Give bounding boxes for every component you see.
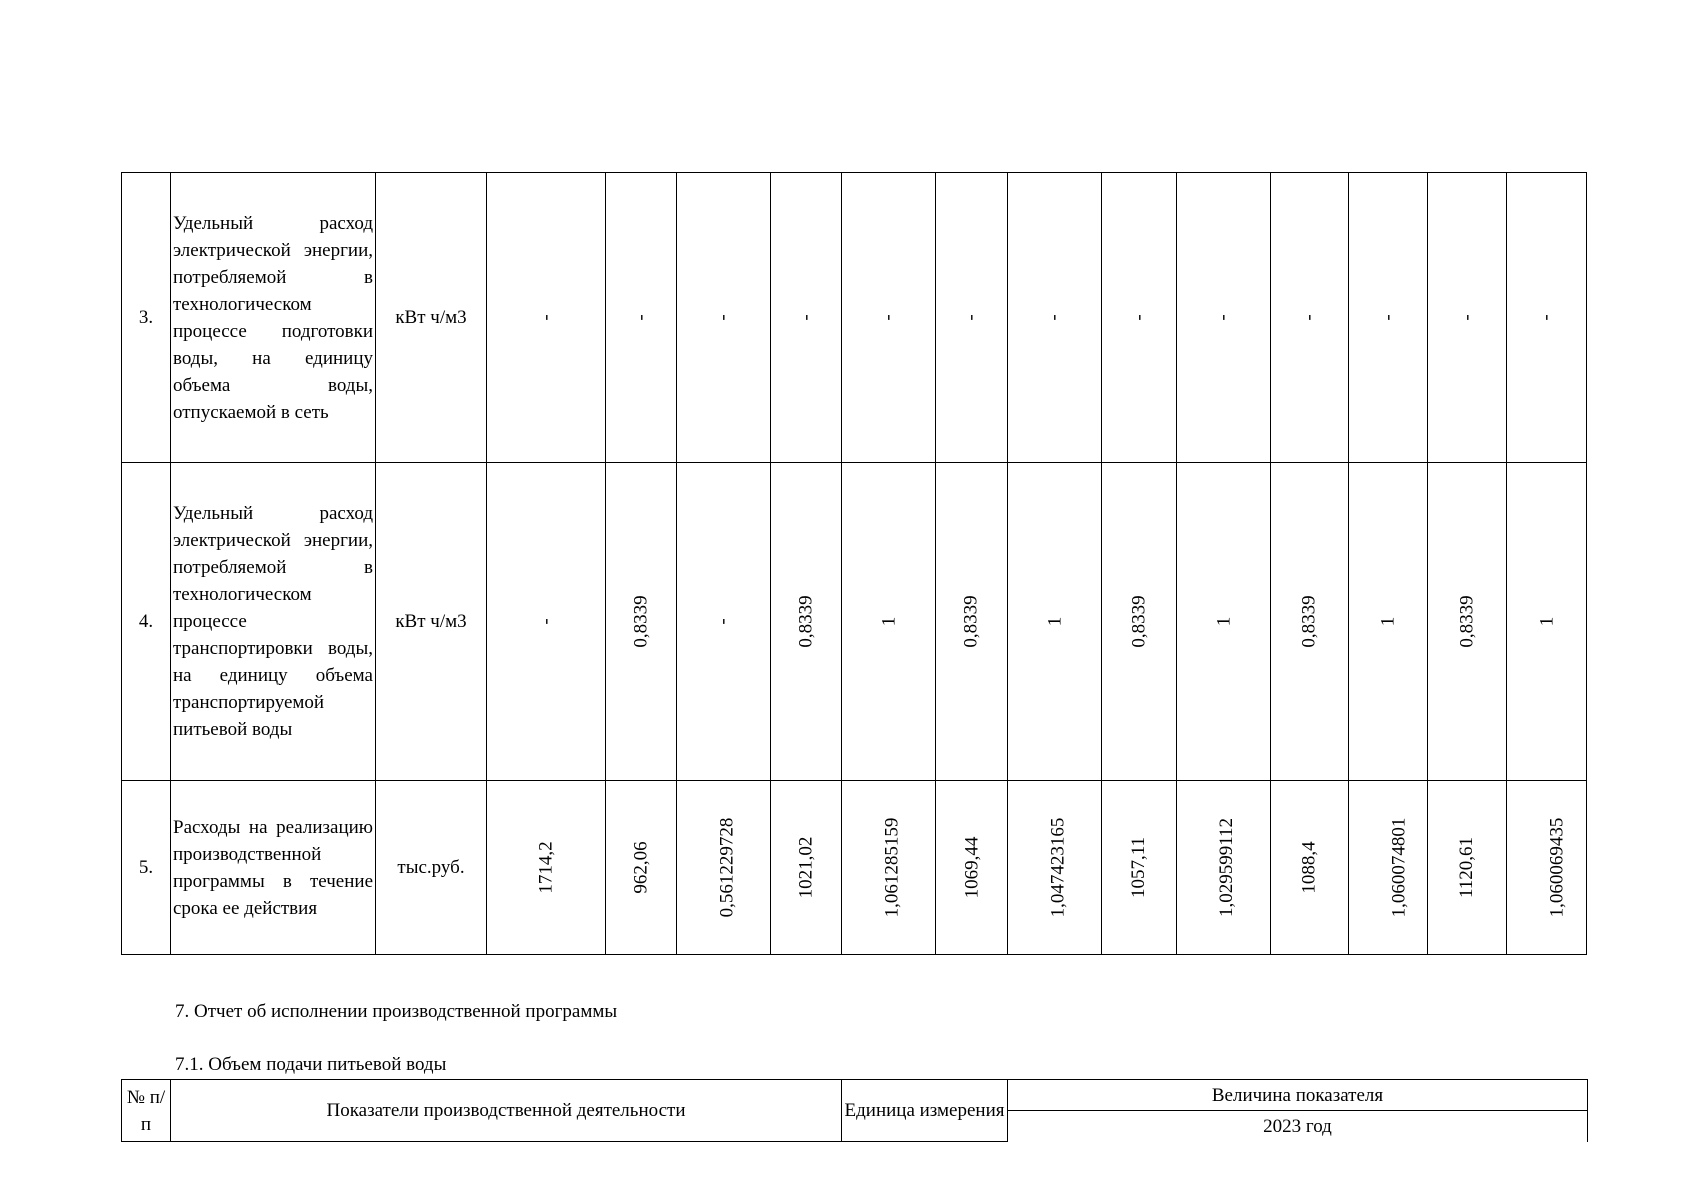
value-text: 1 <box>1044 616 1065 627</box>
row-number: 4. <box>122 463 171 781</box>
value-text: 1021,02 <box>795 836 817 899</box>
value-cell <box>1271 173 1349 463</box>
value-text: 1714,2 <box>535 841 557 894</box>
value-cell <box>936 463 1008 781</box>
value-cell <box>842 463 936 781</box>
value-text: - <box>960 314 982 321</box>
value-cell <box>487 463 606 781</box>
value-text: 1 <box>1536 616 1557 627</box>
value-cell <box>1349 781 1428 955</box>
value-cell <box>487 781 606 955</box>
value-cell <box>1507 173 1587 463</box>
value-text: - <box>535 314 557 321</box>
value-cell <box>842 173 936 463</box>
value-text: 0,8339 <box>795 595 817 648</box>
value-cell <box>1177 173 1271 463</box>
value-cell <box>842 781 936 955</box>
value-cell <box>1102 173 1177 463</box>
value-cell <box>1102 781 1177 955</box>
value-text: - <box>1043 314 1065 321</box>
header-value: Величина показателя <box>1008 1080 1588 1111</box>
value-cell <box>677 173 771 463</box>
value-text: - <box>630 314 652 321</box>
value-text: - <box>877 314 899 321</box>
row-number: 3. <box>122 173 171 463</box>
value-text: 1 <box>1213 616 1234 627</box>
value-cell <box>1271 463 1349 781</box>
value-cell <box>1349 463 1428 781</box>
indicators-table <box>121 172 1587 955</box>
value-cell <box>1008 781 1102 955</box>
value-text: - <box>795 314 817 321</box>
header-num: № п/п <box>122 1080 171 1142</box>
value-text: - <box>1298 314 1320 321</box>
value-cell <box>606 463 677 781</box>
value-cell <box>771 781 842 955</box>
value-cell <box>1177 463 1271 781</box>
value-text: 0,8339 <box>1299 595 1320 648</box>
value-text: 1088,4 <box>1299 841 1320 894</box>
value-text: - <box>1377 314 1399 321</box>
value-cell <box>771 173 842 463</box>
value-text: 1069,44 <box>961 836 982 899</box>
value-text: 1,029599112 <box>1216 817 1238 918</box>
value-text: - <box>1535 314 1557 321</box>
value-text: 1,060074801 <box>1388 817 1410 918</box>
value-cell <box>1507 463 1587 781</box>
row-unit: кВт ч/м3 <box>376 463 487 781</box>
value-text: 0,8339 <box>630 595 652 648</box>
value-cell <box>606 781 677 955</box>
value-cell <box>1008 463 1102 781</box>
value-cell <box>1428 463 1507 781</box>
value-text: - <box>1128 314 1150 321</box>
row-description: Удельный расход электрической энергии, потребляемой в технологическом процессе подготовки воды, на единицу объема воды, отпускаемой в сеть <box>171 173 376 463</box>
value-text: 1 <box>878 616 899 627</box>
value-text: 1,047423165 <box>1047 817 1069 918</box>
value-cell <box>1102 463 1177 781</box>
table-row <box>122 173 1587 463</box>
value-cell <box>1177 781 1271 955</box>
row-unit: тыс.руб. <box>376 781 487 955</box>
section-heading: 7. Отчет об исполнении производственной программы <box>175 1001 618 1022</box>
value-text: 1 <box>1377 616 1399 627</box>
value-text: 1,061285159 <box>881 817 903 918</box>
value-cell <box>606 173 677 463</box>
value-text: - <box>1212 314 1234 321</box>
value-cell <box>1271 781 1349 955</box>
row-number: 5. <box>122 781 171 955</box>
value-text: 1,060069435 <box>1546 817 1568 918</box>
table-row <box>122 781 1587 955</box>
header-indicator: Показатели производственной деятельности <box>171 1080 842 1142</box>
value-text: 0,8339 <box>1456 595 1478 648</box>
value-cell <box>1349 173 1428 463</box>
value-text: 0,8339 <box>961 595 982 648</box>
table-row <box>122 463 1587 781</box>
row-description: Расходы на реализацию производственной программы в течение срока ее действия <box>171 781 376 955</box>
value-cell <box>936 173 1008 463</box>
value-cell <box>1428 173 1507 463</box>
value-text: 0,561229728 <box>716 817 738 918</box>
value-cell <box>1008 173 1102 463</box>
row-unit: кВт ч/м3 <box>376 173 487 463</box>
value-cell <box>677 463 771 781</box>
subsection-heading: 7.1. Объем подачи питьевой воды <box>175 1054 447 1075</box>
value-text: 1057,11 <box>1128 836 1150 899</box>
value-cell <box>936 781 1008 955</box>
value-text: - <box>535 618 557 625</box>
water-supply-table <box>121 1079 1588 1142</box>
value-cell <box>771 463 842 781</box>
value-cell <box>677 781 771 955</box>
value-text: 962,06 <box>630 841 652 894</box>
value-text: - <box>712 618 734 625</box>
value-text: 1120,61 <box>1456 836 1478 899</box>
value-text: - <box>712 314 734 321</box>
value-cell <box>487 173 606 463</box>
header-year: 2023 год <box>1008 1111 1588 1142</box>
header-unit: Единица измерения <box>842 1080 1008 1142</box>
value-cell <box>1428 781 1507 955</box>
value-text: 0,8339 <box>1128 595 1150 648</box>
row-description: Удельный расход электрической энергии, потребляемой в технологическом процессе транспортировки воды, на единицу объема транспортируемой питьевой воды <box>171 463 376 781</box>
value-cell <box>1507 781 1587 955</box>
value-text: - <box>1456 314 1478 321</box>
